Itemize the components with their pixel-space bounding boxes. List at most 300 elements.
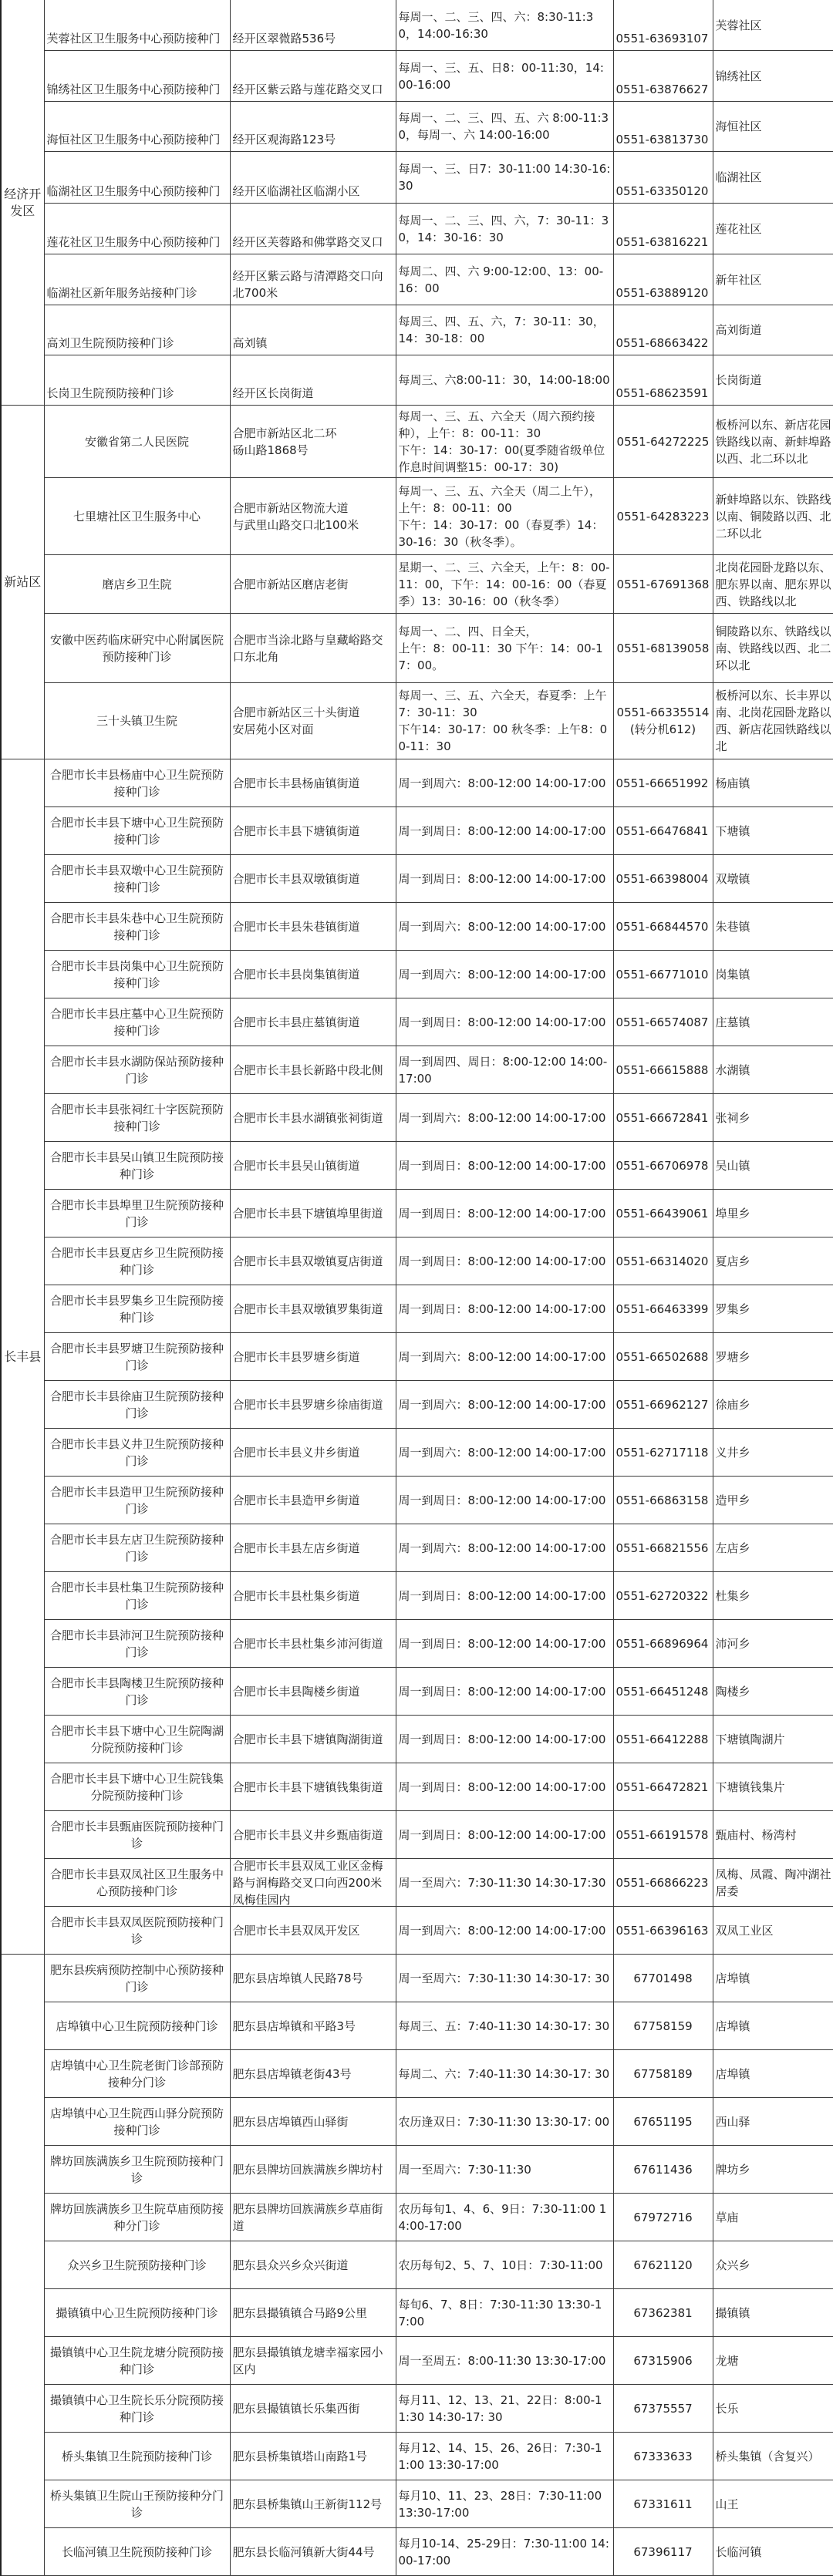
- clinic-hours: [396, 1285, 613, 1333]
- table-row: [1, 2002, 833, 2050]
- clinic-hours-text: 周一到周日：8:00-12:00 14:00-17:00: [396, 807, 613, 854]
- clinic-hours-text: 星期一、二、三、六全天，上午：8：00-11：00，下午：14：00-16：00（春夏季）13：30-16：00（秋冬季）: [396, 555, 613, 613]
- clinic-name: [44, 1094, 230, 1142]
- service-area-text: 店埠镇: [713, 1955, 833, 2002]
- clinic-name: [44, 204, 230, 254]
- clinic-hours: [396, 855, 613, 903]
- clinic-phone: [613, 2433, 713, 2480]
- clinic-phone-text: 0551-66472821: [614, 1763, 713, 1810]
- clinic-address: [230, 2002, 396, 2050]
- service-area-text: 牌坊乡: [713, 2146, 833, 2193]
- service-area-text: 桥头集镇（含复兴）: [713, 2433, 833, 2480]
- clinic-hours-text: 周一到周日：8:00-12:00 14:00-17:00: [396, 1285, 613, 1332]
- service-area-text: 草庙: [713, 2194, 833, 2241]
- service-area: [713, 1955, 833, 2002]
- table-row: [1, 355, 833, 406]
- clinic-phone: [613, 204, 713, 254]
- clinic-address-text: 合肥市长丰县罗塘乡徐庙街道: [231, 1381, 396, 1428]
- service-area-text: 沛河乡: [713, 1620, 833, 1667]
- clinic-address: [230, 1142, 396, 1190]
- clinic-hours: [396, 1429, 613, 1477]
- clinic-phone-text: 67333633: [614, 2433, 713, 2480]
- clinic-address-text: 合肥市长丰县庄墓镇街道: [231, 998, 396, 1046]
- table-row: [1, 1620, 833, 1668]
- clinic-hours: [396, 2002, 613, 2050]
- service-area: [713, 951, 833, 998]
- clinic-name-text: 临湖社区新年服务站接种门诊: [45, 254, 230, 305]
- clinic-address-text: 合肥市新站区北二环 砀山路1868号: [231, 406, 396, 477]
- clinic-hours: [396, 2194, 613, 2241]
- clinic-address-text: 肥东县店埠镇老街43号: [231, 2050, 396, 2097]
- clinic-name-text: 合肥市长丰县杜集卫生院预防接种门诊: [45, 1572, 230, 1619]
- service-area-text: 长临河镇: [713, 2528, 833, 2575]
- service-area-text: 张祠乡: [713, 1094, 833, 1141]
- clinic-address-text: 经开区观海路123号: [231, 102, 396, 151]
- service-area-text: 左店乡: [713, 1524, 833, 1571]
- clinic-name: [44, 152, 230, 204]
- clinic-address: [230, 1333, 396, 1381]
- clinic-phone-text: 0551-63693107: [614, 0, 713, 50]
- clinic-hours: [396, 2528, 613, 2576]
- clinic-hours: [396, 807, 613, 855]
- clinic-hours-text: 每周一、三、五、六全天（周六预约接种），上午：8：00-11：30 下午：14：30-17：00(夏季随省级单位作息时间调整15：00-17：30): [396, 406, 613, 477]
- clinic-address-text: 合肥市长丰县杨庙镇街道: [231, 759, 396, 806]
- clinic-phone: [613, 1620, 713, 1668]
- clinic-phone: [613, 305, 713, 355]
- clinic-name: [44, 1572, 230, 1620]
- service-area: [713, 555, 833, 614]
- clinic-phone-text: 0551-63350120: [614, 152, 713, 203]
- clinic-name-text: 桥头集镇卫生院山王预防接种分门诊: [45, 2480, 230, 2527]
- clinic-name-text: 合肥市长丰县埠里卫生院预防接种门诊: [45, 1190, 230, 1237]
- clinic-address-text: 合肥市长丰县下塘镇钱集街道: [231, 1763, 396, 1810]
- clinic-phone: [613, 998, 713, 1046]
- service-area: [713, 1190, 833, 1237]
- service-area-text: 凤梅、凤霞、陶冲湖社居委: [713, 1859, 833, 1906]
- clinic-name: [44, 807, 230, 855]
- clinic-name-text: 锦绣社区卫生服务中心预防接种门: [45, 51, 230, 101]
- clinic-address: [230, 406, 396, 478]
- clinic-name-text: 合肥市长丰县左店卫生院预防接种门诊: [45, 1524, 230, 1571]
- clinic-address-text: 经开区芙蓉路和佛掌路交叉口: [231, 204, 396, 254]
- clinic-address-text: 经开区紫云路与莲花路交叉口: [231, 51, 396, 101]
- clinic-address: [230, 1620, 396, 1668]
- district-cell: [1, 1955, 44, 2576]
- service-area-text: 临湖社区: [713, 153, 833, 201]
- service-area-text: 徐庙乡: [713, 1381, 833, 1428]
- clinic-hours-text: 周一到周六：8:00-12:00 14:00-17:00: [396, 1381, 613, 1428]
- clinic-phone: [613, 951, 713, 998]
- clinic-address-text: 合肥市长丰县义井乡甄庙街道: [231, 1811, 396, 1858]
- clinic-hours-text: 周一到周六：8:00-12:00 14:00-17:00: [396, 903, 613, 950]
- service-area-text: 铜陵路以东、铁路线以南、铁路线以西、北二环以北: [713, 614, 833, 682]
- table-row: [1, 2433, 833, 2480]
- table-row: [1, 2385, 833, 2433]
- clinic-name-text: 合肥市长丰县义井卫生院预防接种门诊: [45, 1429, 230, 1476]
- service-area: [713, 1094, 833, 1142]
- clinic-hours-text: 每周一、二、三、四、六：8:30-11:30，14:00-16:30: [396, 2, 613, 49]
- clinic-phone-text: 0551-66439061: [614, 1190, 713, 1237]
- clinic-address: [230, 305, 396, 355]
- clinic-phone-text: 0551-66821556: [614, 1524, 713, 1571]
- clinic-hours: [396, 152, 613, 204]
- clinic-phone-text: 0551-63816221: [614, 204, 713, 254]
- district-cell-text: 经济开发区: [2, 13, 44, 392]
- service-area: [713, 1142, 833, 1190]
- table-row: [1, 807, 833, 855]
- clinic-name-text: 三十头镇卫生院: [45, 683, 230, 759]
- clinic-hours-text: 农历每旬2、5、7、10日：7:30-11:00: [396, 2241, 613, 2288]
- clinic-phone-text: 0551-63813730: [614, 102, 713, 151]
- clinic-address: [230, 254, 396, 305]
- clinic-phone-text: 67315906: [614, 2337, 713, 2384]
- clinic-address-text: 肥东县店埠镇西山驿街: [231, 2098, 396, 2145]
- table-row: [1, 2480, 833, 2528]
- clinic-address: [230, 152, 396, 204]
- clinic-phone: [613, 2289, 713, 2337]
- clinic-phone-text: 0551-63889120: [614, 254, 713, 305]
- clinic-name-text: 海恒社区卫生服务中心预防接种门: [45, 102, 230, 151]
- clinic-address: [230, 2098, 396, 2146]
- service-area-text: 岗集镇: [713, 951, 833, 998]
- service-area-text: 锦绣社区: [713, 52, 833, 99]
- clinic-name-text: 临湖社区卫生服务中心预防接种门: [45, 152, 230, 203]
- clinic-phone-text: 67758159: [614, 2002, 713, 2049]
- clinic-address-text: 合肥市长丰县吴山镇街道: [231, 1142, 396, 1189]
- clinic-name: [44, 2528, 230, 2576]
- clinic-phone-text: 0551-66502688: [614, 1333, 713, 1380]
- clinic-address: [230, 0, 396, 51]
- clinic-address: [230, 1046, 396, 1094]
- clinic-address-text: 合肥市新站区物流大道 与武里山路交口北100米: [231, 478, 396, 554]
- clinic-name: [44, 1190, 230, 1237]
- clinic-name-text: 店埠镇中心卫生院预防接种门诊: [45, 2002, 230, 2049]
- service-area: [713, 1333, 833, 1381]
- clinic-hours-text: 周一至周六：7:30-11:30 14:30-17:30: [396, 1859, 613, 1906]
- clinic-phone: [613, 2385, 713, 2433]
- table-row: [1, 1094, 833, 1142]
- clinic-phone-text: 67651195: [614, 2098, 713, 2145]
- clinic-phone: [613, 254, 713, 305]
- clinic-name: [44, 2002, 230, 2050]
- clinic-address-text: 肥东县桥集镇山王新街112号: [231, 2480, 396, 2527]
- service-area: [713, 1572, 833, 1620]
- table-row: [1, 0, 833, 51]
- table-row: [1, 102, 833, 152]
- clinic-phone-text: 0551-66651992: [614, 759, 713, 806]
- clinic-hours: [396, 903, 613, 951]
- service-area-text: 罗集乡: [713, 1285, 833, 1332]
- table-row: [1, 2050, 833, 2098]
- service-area-text: 板桥河以东、新店花园铁路线以南、新蚌埠路以西、北二环以北: [713, 406, 833, 477]
- service-area: [713, 254, 833, 305]
- clinic-name-text: 合肥市长丰县张祠红十字医院预防接种门诊: [45, 1094, 230, 1141]
- clinic-hours-text: 农历逢双日：7:30-11:30 13:30-17: 00: [396, 2098, 613, 2145]
- clinic-address: [230, 1094, 396, 1142]
- clinic-hours-text: 每月10、11、23、28日：7:30-11:00 13:30-17:00: [396, 2480, 613, 2527]
- service-area-text: 众兴乡: [713, 2241, 833, 2288]
- table-row: [1, 951, 833, 998]
- clinic-address: [230, 951, 396, 998]
- service-area: [713, 1285, 833, 1333]
- table-row: [1, 2241, 833, 2289]
- clinic-hours-text: 周一到周日：8:00-12:00 14:00-17:00: [396, 1572, 613, 1619]
- clinic-hours-text: 周一到周六：8:00-12:00 14:00-17:00: [396, 1524, 613, 1571]
- district-cell-text: 新站区: [2, 406, 44, 759]
- clinic-hours-text: 周一到周日：8:00-12:00 14:00-17:00: [396, 1763, 613, 1810]
- clinic-phone-text: 67972716: [614, 2194, 713, 2241]
- clinic-name: [44, 2480, 230, 2528]
- clinic-name-text: 磨店乡卫生院: [45, 555, 230, 613]
- table-row: [1, 2146, 833, 2194]
- service-area: [713, 2098, 833, 2146]
- service-area: [713, 204, 833, 254]
- clinic-hours-text: 周一至周六：7:30-11:30 14:30-17: 30: [396, 1955, 613, 2002]
- service-area: [713, 2433, 833, 2480]
- clinic-hours: [396, 51, 613, 102]
- clinic-hours-text: 周一到周六：8:00-12:00 14:00-17:00: [396, 1907, 613, 1954]
- table-row: [1, 1429, 833, 1477]
- clinic-name-text: 撮镇镇中心卫生院长乐分院预防接种门诊: [45, 2385, 230, 2432]
- service-area: [713, 1716, 833, 1763]
- clinic-name-text: 合肥市长丰县岗集中心卫生院预防接种门诊: [45, 951, 230, 998]
- clinic-hours: [396, 355, 613, 406]
- clinic-address-text: 合肥市长丰县下塘镇陶湖街道: [231, 1716, 396, 1763]
- clinic-hours: [396, 2337, 613, 2385]
- service-area: [713, 102, 833, 152]
- clinic-hours: [396, 1716, 613, 1763]
- clinic-phone-text: 0551-63876627: [614, 51, 713, 101]
- clinic-hours-text: 周一到周六：8:00-12:00 14:00-17:00: [396, 951, 613, 998]
- clinic-name: [44, 1524, 230, 1572]
- clinic-name: [44, 998, 230, 1046]
- clinic-phone: [613, 1094, 713, 1142]
- clinic-address-text: 合肥市长丰县长新路中段北侧: [231, 1046, 396, 1093]
- clinic-phone: [613, 759, 713, 807]
- clinic-address-text: 合肥市长丰县水湖镇张祠街道: [231, 1094, 396, 1141]
- service-area-text: 甄庙村、杨湾村: [713, 1811, 833, 1858]
- clinic-name: [44, 2146, 230, 2194]
- clinic-phone-text: 0551-66866223: [614, 1859, 713, 1906]
- clinic-phone: [613, 1955, 713, 2002]
- clinic-name: [44, 2098, 230, 2146]
- clinic-address-text: 肥东县撮镇镇合马路9公里: [231, 2289, 396, 2336]
- clinic-phone-text: 0551-66191578: [614, 1811, 713, 1858]
- table-row: [1, 305, 833, 355]
- clinic-name-text: 店埠镇中心卫生院老街门诊部预防接种分门诊: [45, 2050, 230, 2097]
- clinic-phone: [613, 2241, 713, 2289]
- clinic-phone: [613, 1859, 713, 1907]
- clinic-name-text: 撮镇镇中心卫生院预防接种门诊: [45, 2289, 230, 2336]
- clinic-hours-text: 周一至周六：7:30-11:30: [396, 2146, 613, 2193]
- clinic-name: [44, 903, 230, 951]
- service-area-text: 长岗街道: [713, 357, 833, 403]
- table-row: [1, 51, 833, 102]
- clinic-phone: [613, 1524, 713, 1572]
- clinic-phone: [613, 1572, 713, 1620]
- clinic-hours-text: 农历每旬1、4、6、9日：7:30-11:00 14:00-17:00: [396, 2194, 613, 2241]
- clinic-name-text: 合肥市长丰县双墩中心卫生院预防接种门诊: [45, 855, 230, 902]
- clinic-address: [230, 2480, 396, 2528]
- clinic-name-text: 合肥市长丰县下塘中心卫生院钱集分院预防接种门诊: [45, 1763, 230, 1810]
- clinic-name: [44, 2194, 230, 2241]
- clinic-hours-text: 每月12、14、15、26、26日：7:30-11:00 13:30-17:00: [396, 2433, 613, 2480]
- clinic-phone-text: 0551-66476841: [614, 807, 713, 854]
- clinic-address: [230, 855, 396, 903]
- clinic-hours-text: 周一至周五：8:00-11:30 13:30-17:00: [396, 2337, 613, 2384]
- clinic-address-text: 合肥市长丰县罗塘乡街道: [231, 1333, 396, 1380]
- clinic-hours: [396, 1859, 613, 1907]
- clinic-hours: [396, 1237, 613, 1285]
- table-row: [1, 1668, 833, 1716]
- clinic-address-text: 高刘镇: [231, 305, 396, 355]
- clinic-hours-text: 每周二、六：7:40-11:30 14:30-17: 30: [396, 2050, 613, 2097]
- clinic-name: [44, 1477, 230, 1524]
- clinic-name: [44, 2337, 230, 2385]
- service-area-text: 高刘街道: [713, 307, 833, 353]
- clinic-name-text: 合肥市长丰县造甲卫生院预防接种门诊: [45, 1477, 230, 1524]
- service-area: [713, 683, 833, 759]
- clinic-phone-text: 0551-67691368: [614, 555, 713, 613]
- clinic-hours-text: 每周二、四、六 9:00-12:00、13：00-16：00: [396, 256, 613, 303]
- clinic-hours: [396, 1811, 613, 1859]
- clinic-phone-text: 0551-68663422: [614, 305, 713, 355]
- district-cell: [1, 759, 44, 1955]
- clinic-address: [230, 51, 396, 102]
- service-area: [713, 1477, 833, 1524]
- clinic-phone-text: 0551-66863158: [614, 1477, 713, 1524]
- clinic-hours: [396, 478, 613, 555]
- clinic-hours-text: 每周三、五：7:40-11:30 14:30-17: 30: [396, 2002, 613, 2049]
- clinic-hours-text: 周一到周六：8:00-12:00 14:00-17:00: [396, 1094, 613, 1141]
- service-area: [713, 2337, 833, 2385]
- clinic-phone: [613, 152, 713, 204]
- service-area-text: 杨庙镇: [713, 759, 833, 806]
- clinic-phone: [613, 478, 713, 555]
- clinic-address: [230, 355, 396, 406]
- service-area: [713, 1763, 833, 1811]
- clinic-address: [230, 2241, 396, 2289]
- clinic-phone: [613, 102, 713, 152]
- clinic-name-text: 牌坊回族满族乡卫生院草庙预防接种分门诊: [45, 2194, 230, 2241]
- clinic-address: [230, 2337, 396, 2385]
- service-area: [713, 2385, 833, 2433]
- clinic-phone-text: 67701498: [614, 1955, 713, 2002]
- clinic-hours-text: 每周三、六8:00-11：30，14:00-18:00: [396, 357, 613, 403]
- service-area-text: 板桥河以东、长丰界以南、北岗花园卧龙路以西、新店花园铁路线以北: [713, 683, 833, 759]
- clinic-hours: [396, 1094, 613, 1142]
- clinic-phone: [613, 0, 713, 51]
- clinic-address: [230, 204, 396, 254]
- clinic-name-text: 众兴乡卫生院预防接种门诊: [45, 2241, 230, 2288]
- service-area: [713, 1429, 833, 1477]
- clinic-name: [44, 683, 230, 759]
- clinic-phone: [613, 2050, 713, 2098]
- table-row: [1, 2194, 833, 2241]
- clinic-hours: [396, 406, 613, 478]
- service-area-text: 杜集乡: [713, 1572, 833, 1619]
- clinic-name: [44, 555, 230, 614]
- clinic-address-text: 合肥市新站区磨店老街: [231, 555, 396, 613]
- clinic-phone-text: 67621120: [614, 2241, 713, 2288]
- clinic-phone-text: 0551-66335514 (转分机612): [614, 683, 713, 759]
- clinic-phone-text: 0551-66962127: [614, 1381, 713, 1428]
- clinic-phone: [613, 2002, 713, 2050]
- clinic-name-text: 合肥市长丰县朱巷中心卫生院预防接种门诊: [45, 903, 230, 950]
- clinic-name: [44, 254, 230, 305]
- service-area-text: 下塘镇: [713, 807, 833, 854]
- service-area-text: 北岗花园卧龙路以东、肥东界以南、肥东界以西、铁路线以北: [713, 555, 833, 613]
- table-row: [1, 1190, 833, 1237]
- table-row: [1, 1811, 833, 1859]
- clinic-hours: [396, 1190, 613, 1237]
- clinic-phone: [613, 1142, 713, 1190]
- clinic-hours: [396, 555, 613, 614]
- clinic-name-text: 合肥市长丰县陶楼卫生院预防接种门诊: [45, 1668, 230, 1715]
- clinic-phone-text: 0551-66615888: [614, 1046, 713, 1093]
- clinic-address: [230, 2433, 396, 2480]
- clinic-phone: [613, 903, 713, 951]
- clinic-address: [230, 1429, 396, 1477]
- clinic-phone-text: 0551-66844570: [614, 903, 713, 950]
- clinic-name: [44, 1763, 230, 1811]
- clinic-hours-text: 每月10-14、25-29日：7:30-11:00 14:00-17:00: [396, 2528, 613, 2575]
- service-area: [713, 855, 833, 903]
- clinic-phone-text: 0551-62720322: [614, 1572, 713, 1619]
- clinic-phone-text: 67375557: [614, 2385, 713, 2432]
- clinic-phone-text: 0551-66463399: [614, 1285, 713, 1332]
- clinic-address-text: 合肥市长丰县陶楼乡街道: [231, 1668, 396, 1715]
- service-area: [713, 614, 833, 683]
- service-area-text: 店埠镇: [713, 2002, 833, 2049]
- clinic-address-text: 合肥市长丰县下塘镇街道: [231, 807, 396, 854]
- clinic-phone: [613, 855, 713, 903]
- table-row: [1, 1955, 833, 2002]
- clinic-hours: [396, 1620, 613, 1668]
- clinic-name-text: 撮镇镇中心卫生院龙塘分院预防接种门诊: [45, 2337, 230, 2384]
- clinic-hours: [396, 2385, 613, 2433]
- clinic-name-text: 莲花社区卫生服务中心预防接种门: [45, 204, 230, 254]
- clinic-address-text: 合肥市长丰县双墩镇夏店街道: [231, 1237, 396, 1285]
- clinic-address: [230, 683, 396, 759]
- service-area-text: 龙塘: [713, 2337, 833, 2384]
- clinic-name-text: 合肥市长丰县下塘中心卫生院预防接种门诊: [45, 807, 230, 854]
- clinic-address-text: 合肥市长丰县双墩镇街道: [231, 855, 396, 902]
- clinic-address-text: 合肥市长丰县双凤工业区金梅路与润梅路交叉口向西200米凤梅佳园内: [231, 1859, 396, 1906]
- clinic-address: [230, 903, 396, 951]
- service-area-text: 下塘镇钱集片: [713, 1763, 833, 1810]
- clinic-address: [230, 1716, 396, 1763]
- service-area: [713, 1237, 833, 1285]
- clinic-name-text: 合肥市长丰县水湖防保站预防接种门诊: [45, 1046, 230, 1093]
- clinic-hours: [396, 2433, 613, 2480]
- clinic-name-text: 牌坊回族满族乡卫生院预防接种门诊: [45, 2146, 230, 2193]
- clinic-name-text: 桥头集镇卫生院预防接种门诊: [45, 2433, 230, 2480]
- clinic-phone-text: 67758189: [614, 2050, 713, 2097]
- clinic-name: [44, 1907, 230, 1955]
- table-row: [1, 1333, 833, 1381]
- clinic-name-text: 合肥市长丰县沛河卫生院预防接种门诊: [45, 1620, 230, 1667]
- service-area-text: 双墩镇: [713, 855, 833, 902]
- table-row: [1, 1237, 833, 1285]
- table-row: [1, 406, 833, 478]
- service-area: [713, 478, 833, 555]
- table-row: [1, 759, 833, 807]
- clinic-phone: [613, 2528, 713, 2576]
- table-row: [1, 855, 833, 903]
- clinic-phone-text: 67362381: [614, 2289, 713, 2336]
- table-row: [1, 2528, 833, 2576]
